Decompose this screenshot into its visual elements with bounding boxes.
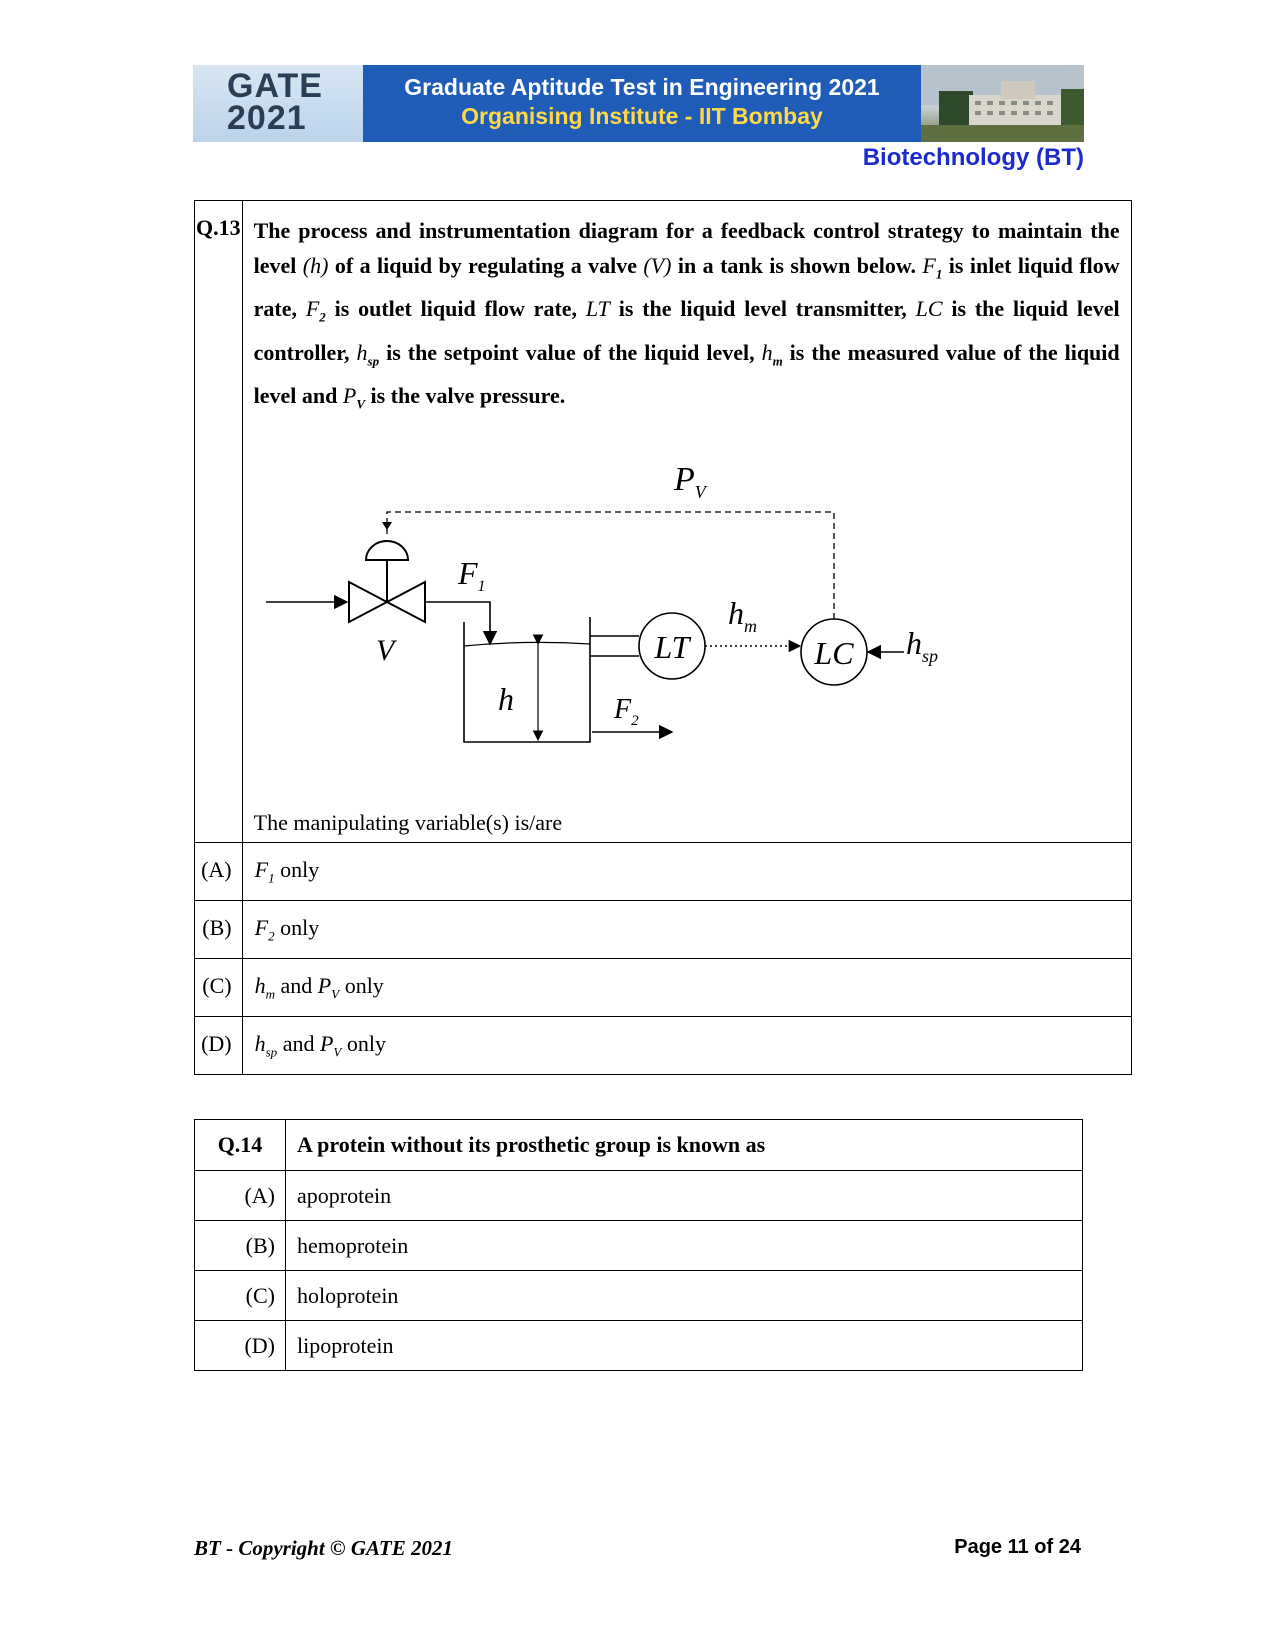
stem-subscript: 1 [935, 266, 943, 282]
option-text: only [339, 972, 384, 998]
stem-text: The process and instrumentation diagram for a feedback control strategy to maintain the level [253, 218, 1120, 278]
footer-page-number: Page 11 of 24 [954, 1536, 1081, 1558]
option-subscript: 1 [268, 869, 275, 885]
stem-text: is the setpoint value of the liquid level, [379, 339, 762, 365]
option-d[interactable]: lipoprotein [286, 1321, 1083, 1371]
pv-label: $P_V$ [673, 460, 706, 502]
stem-symbol: h [761, 339, 773, 365]
option-c[interactable] [242, 958, 1131, 1016]
f1-label: $F_1$ [457, 554, 486, 595]
question-13-table [194, 200, 1132, 1075]
process-instrumentation-diagram [254, 432, 1120, 802]
stem-subscript: V [356, 396, 365, 412]
subject-label: Biotechnology (BT) [862, 144, 1084, 171]
f2-label: $F_2$ [613, 693, 639, 729]
question-stem: A protein without its prosthetic group is known as [286, 1120, 1083, 1171]
lt-label: LT [654, 628, 690, 665]
logo-line1: GATE [227, 67, 323, 105]
stem-text: is the valve pressure. [364, 383, 566, 409]
tank [464, 617, 590, 742]
option-symbol: F [254, 914, 269, 940]
option-label: (A) [195, 1171, 286, 1221]
stem-subscript: 2 [319, 309, 326, 325]
option-label: (D) [195, 1016, 243, 1074]
institute-building-image [921, 65, 1084, 142]
stem-symbol: P [342, 383, 357, 409]
stem-subscript: m [772, 353, 783, 369]
option-symbol: F [254, 856, 269, 882]
stem-text: is the measured value of the liquid level and [253, 339, 1120, 409]
stem-symbol: (V) [643, 253, 672, 278]
stem-symbol: F [922, 253, 936, 278]
option-symbol: h [254, 1030, 266, 1056]
option-label: (A) [195, 842, 243, 900]
option-text: and [277, 1030, 320, 1056]
stem-subscript: sp [367, 353, 380, 369]
question-stem [254, 213, 1120, 422]
signal-arrowhead [382, 522, 392, 530]
footer-copyright: BT - Copyright © GATE 2021 [194, 1536, 453, 1560]
lc-label: LC [814, 634, 854, 671]
gate-logo [193, 65, 363, 142]
option-subscript: 2 [268, 927, 275, 943]
stem-symbol: LT [585, 296, 610, 322]
question-prompt: The manipulating variable(s) is/are [253, 809, 563, 835]
option-subscript: sp [265, 1043, 278, 1059]
valve-actuator [366, 541, 408, 560]
stem-text: is outlet liquid flow rate, [325, 296, 586, 322]
option-label: (B) [195, 1221, 286, 1271]
option-symbol: P [319, 1030, 334, 1056]
banner-title: Graduate Aptitude Test in Engineering 2021 [404, 74, 880, 100]
valve-label: V [375, 633, 394, 667]
option-label: (C) [195, 1271, 286, 1321]
stem-text: is the liquid level transmitter, [609, 296, 916, 322]
question-number: Q.13 [195, 201, 243, 843]
question-stem-cell [242, 201, 1131, 843]
f1-flow-line [425, 602, 490, 644]
option-label: (D) [195, 1321, 286, 1371]
stem-text: in a tank is shown below. [671, 253, 923, 278]
option-b[interactable]: hemoprotein [286, 1221, 1083, 1271]
option-a[interactable] [242, 842, 1131, 900]
stem-text: is inlet liquid flow rate, [253, 253, 1120, 322]
option-c[interactable]: holoprotein [286, 1271, 1083, 1321]
header-banner [193, 65, 1084, 142]
stem-text: is the liquid level controller, [253, 296, 1120, 365]
stem-symbol: (h) [302, 253, 329, 278]
option-label: (C) [195, 958, 243, 1016]
stem-symbol: F [305, 296, 320, 322]
option-subscript: m [265, 985, 276, 1001]
logo-line2: 2021 [227, 99, 307, 137]
option-b[interactable] [242, 900, 1131, 958]
option-text: only [274, 914, 320, 940]
level-label: h [497, 680, 514, 717]
option-text: and [275, 972, 318, 998]
option-symbol: h [254, 972, 266, 998]
hsp-label: $h_{sp}$ [905, 624, 938, 666]
banner-subtitle: Organising Institute - IIT Bombay [461, 103, 823, 129]
option-d[interactable] [242, 1016, 1131, 1074]
banner-title-block [363, 65, 921, 142]
question-number: Q.14 [195, 1120, 286, 1171]
liquid-surface [464, 642, 590, 646]
hm-label: $h_m$ [727, 594, 757, 636]
option-label: (B) [195, 900, 243, 958]
stem-symbol: LC [915, 296, 943, 322]
stem-text: of a liquid by regulating a valve [328, 253, 644, 278]
pressure-signal-line [387, 512, 834, 620]
option-symbol: P [317, 972, 332, 998]
option-a[interactable]: apoprotein [286, 1171, 1083, 1221]
option-subscript: V [331, 985, 340, 1001]
option-text: only [341, 1030, 386, 1056]
option-text: only [274, 856, 320, 882]
option-subscript: V [333, 1043, 342, 1059]
question-14-table [194, 1119, 1083, 1371]
stem-symbol: h [356, 339, 368, 365]
